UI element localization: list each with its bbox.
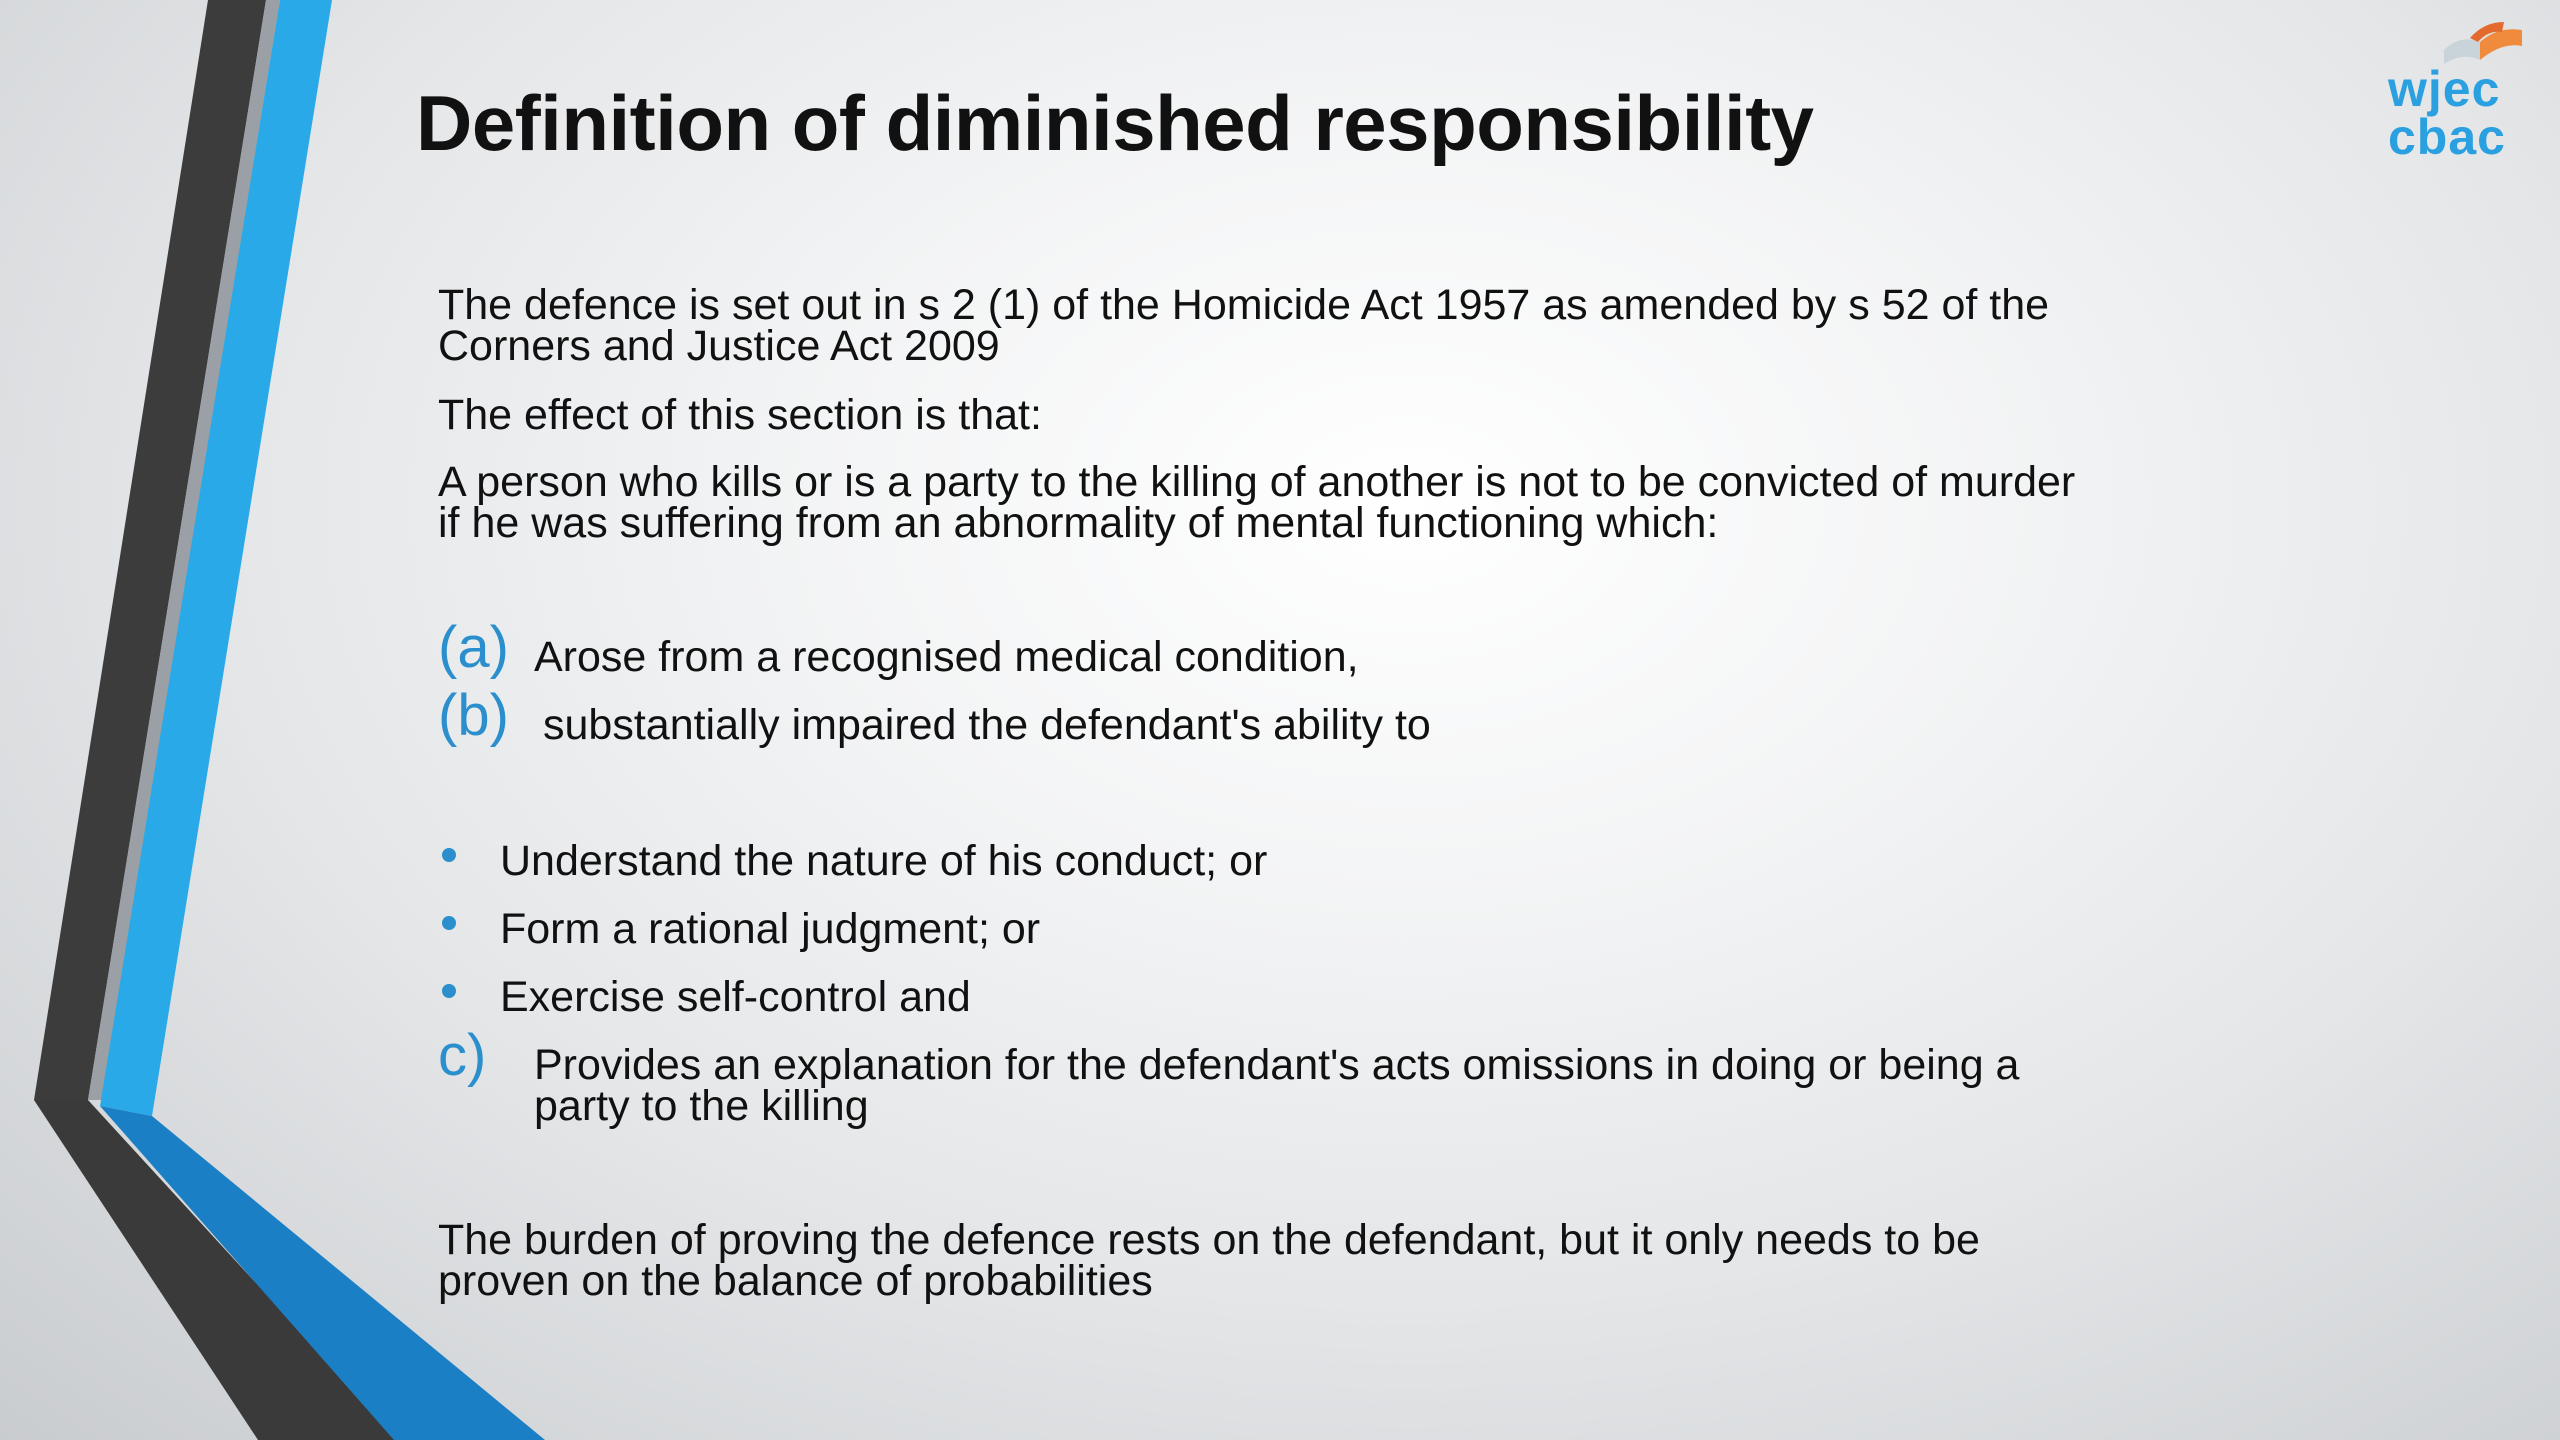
- paragraph-statute: The defence is set out in s 2 (1) of the Homicide Act 1957 as amended by s 52 of the Corners and Justice Act 2009: [438, 281, 2050, 370]
- item-marker: c): [438, 1023, 487, 1088]
- item-text: Provides an explanation for the defendant's acts omissions in doing or being a party to the killing: [534, 1041, 2020, 1130]
- item-text: Arose from a recognised medical condition,: [534, 633, 1359, 681]
- bullet-text: Exercise self-control and: [500, 973, 971, 1021]
- bullet-dot-icon: [442, 984, 456, 998]
- item-text: substantially impaired the defendant's ability to: [543, 701, 1431, 749]
- bullet-text: Understand the nature of his conduct; or: [500, 837, 1268, 885]
- dark-wedge: [34, 1100, 400, 1440]
- item-marker: (a): [438, 615, 509, 680]
- logo-text-wjec: wjec: [2388, 61, 2501, 117]
- bullet-dot-icon: [442, 848, 456, 862]
- paragraph-effect: The effect of this section is that:: [438, 391, 1042, 439]
- logo-text-cbac: cbac: [2388, 109, 2506, 165]
- wjec-cbac-logo: [2388, 20, 2528, 170]
- item-marker: (b): [438, 683, 509, 748]
- bullet-dot-icon: [442, 916, 456, 930]
- paragraph-burden: The burden of proving the defence rests on the defendant, but it only needs to be proven on the balance of probabilities: [438, 1216, 1980, 1305]
- bullet-text: Form a rational judgment; or: [500, 905, 1041, 953]
- slide-title: Definition of diminished responsibility: [416, 79, 1814, 167]
- paragraph-rule: A person who kills or is a party to the killing of another is not to be convicted of murder if he was suffering from an abnormality of mental functioning which:: [438, 458, 2076, 547]
